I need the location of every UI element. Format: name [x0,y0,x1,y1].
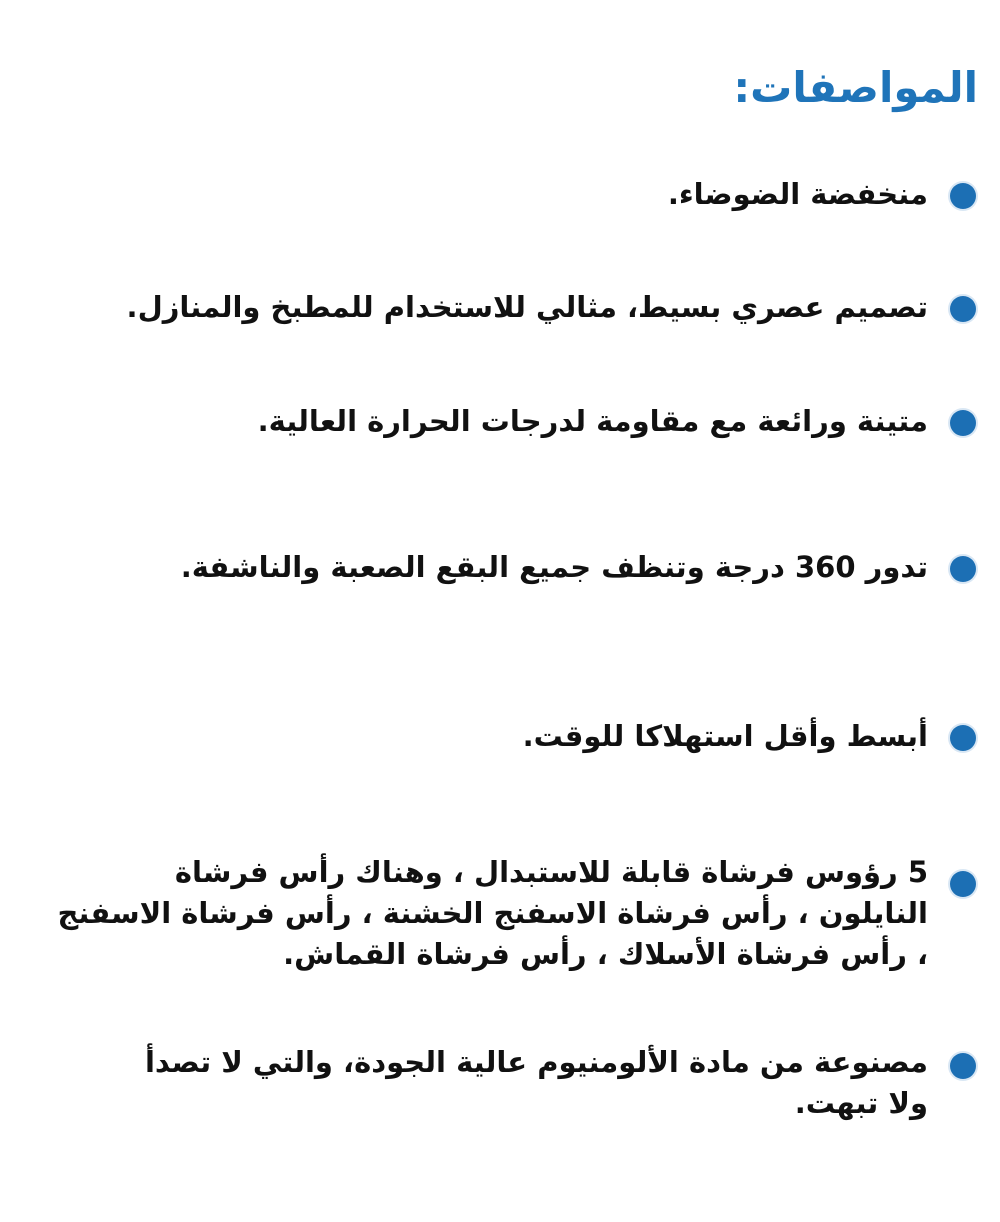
feature-text [145,1042,928,1124]
feature-item [0,401,976,442]
feature-text: أبسط وأقل استهلاكا للوقت. [522,719,928,753]
feature-text: منخفضة الضوضاء. [667,177,928,211]
bullet-icon [950,183,976,209]
feature-text-line: النايلون ، رأس فرشاة الاسفنج الخشنة ، رأس فرشاة الاسفنج [57,896,928,930]
bullet-icon [950,296,976,322]
bullet-icon [950,410,976,436]
feature-item [0,1042,976,1124]
specifications-heading: المواصفات: [733,63,978,112]
bullet-icon [950,871,976,897]
bullet-icon [950,1053,976,1079]
feature-text: تدور 360 درجة وتنظف جميع البقع الصعبة والناشفة. [180,550,928,584]
feature-text [57,852,928,975]
feature-item [0,174,976,215]
bullet-icon [950,556,976,582]
feature-text-line: 5 رؤوس فرشاة قابلة للاستبدال ، وهناك رأس فرشاة [174,855,928,889]
feature-text-line: ولا تبهت. [794,1086,928,1120]
feature-item [0,547,976,588]
feature-item [0,852,976,975]
feature-item [0,716,976,757]
feature-item [0,287,976,328]
feature-text-line: ، رأس فرشاة الأسلاك ، رأس فرشاة القماش. [283,937,928,971]
feature-text: تصميم عصري بسيط، مثالي للاستخدام للمطبخ والمنازل. [126,290,928,324]
feature-text: متينة ورائعة مع مقاومة لدرجات الحرارة العالية. [257,404,928,438]
feature-text-line: مصنوعة من مادة الألومنيوم عالية الجودة، والتي لا تصدأ [144,1045,928,1079]
bullet-icon [950,725,976,751]
